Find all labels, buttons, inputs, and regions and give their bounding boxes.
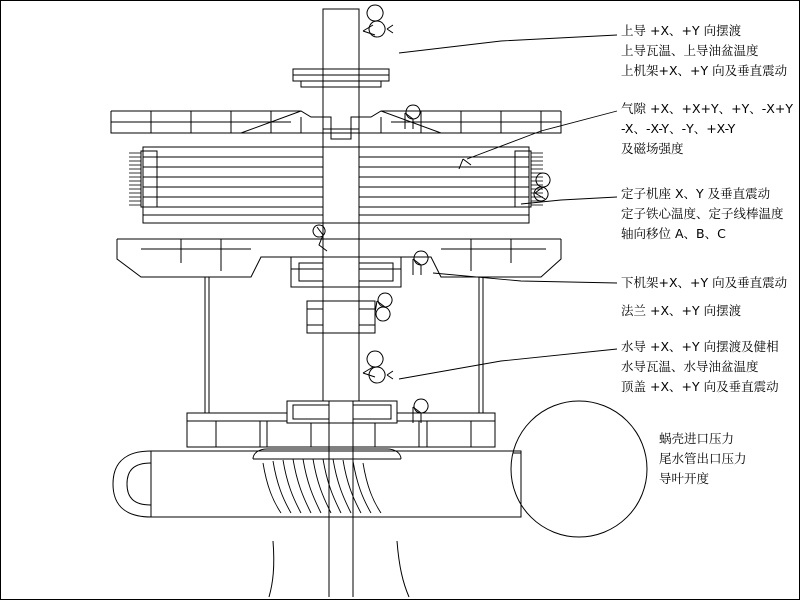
- annotation-line: 上机架+X、+Y 向及垂直震动: [621, 63, 788, 78]
- stator-rotor-body: [129, 147, 543, 223]
- upper-bracket: [111, 111, 561, 139]
- annotation-line: 及磁场强度: [621, 141, 684, 156]
- spiral-case-annotation: [659, 429, 747, 489]
- support-columns: [205, 277, 483, 413]
- air-gap-annotation: [621, 99, 793, 159]
- lower-bracket: [117, 239, 561, 287]
- annotation-line: 定子铁心温度、定子线棒温度: [621, 206, 784, 221]
- shaft-flange-coupling: [307, 301, 375, 333]
- annotation-line: 水导 +X、+Y 向摆渡及健相: [621, 339, 779, 354]
- upper-guide-bearing-annotation: [621, 21, 787, 81]
- turbine-head-cover: [187, 401, 495, 447]
- annotation-line: 导叶开度: [659, 471, 710, 486]
- annotation-line: 定子机座 X、Y 及垂直震动: [621, 186, 771, 201]
- annotation-line: 法兰 +X、+Y 向摆渡: [621, 303, 742, 318]
- upper-guide-bearing-assembly: [293, 69, 389, 87]
- annotation-line: 上导瓦温、上导油盆温度: [621, 43, 759, 58]
- stator-annotation: [621, 184, 784, 244]
- annotation-line: 水导瓦温、水导油盆温度: [621, 359, 759, 374]
- annotation-line: 尾水管出口压力: [659, 451, 747, 466]
- annotation-line: 下机架+X、+Y 向及垂直震动: [621, 275, 788, 290]
- annotation-line: 气隙 +X、+X+Y、+Y、-X+Y: [621, 101, 793, 116]
- water-guide-bearing-annotation: [621, 337, 779, 397]
- lower-bracket-annotation: [621, 273, 787, 321]
- annotation-line: 顶盖 +X、+Y 向及垂直震动: [621, 379, 779, 394]
- annotation-line: -X、-X-Y、-Y、+X-Y: [621, 121, 736, 136]
- annotation-line: 轴向移位 A、B、C: [621, 226, 726, 241]
- annotation-line: 上导 +X、+Y 向摆渡: [621, 23, 742, 38]
- draft-tube: [269, 517, 409, 597]
- annotation-line: 蜗壳进口压力: [659, 431, 735, 446]
- turbine-runner-blades: [253, 449, 401, 513]
